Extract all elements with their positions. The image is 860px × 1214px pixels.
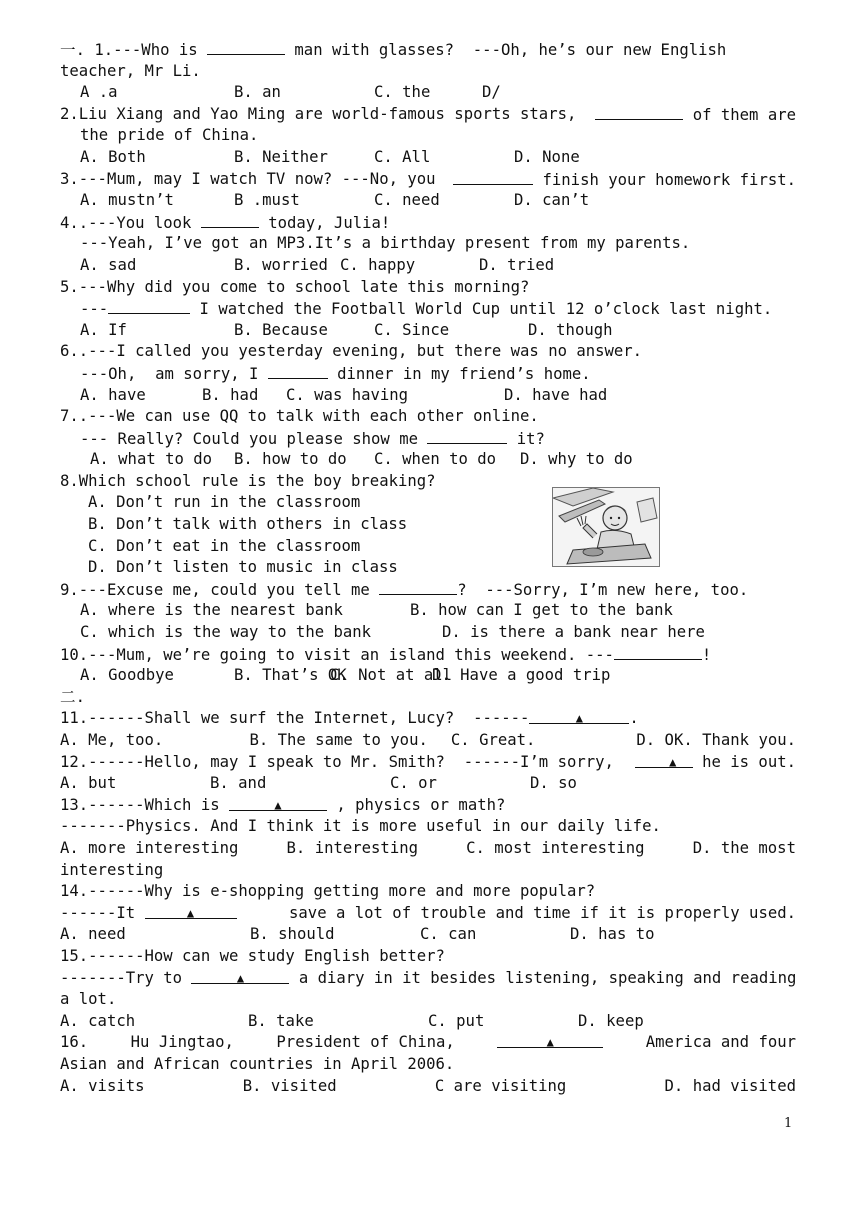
option-b: B. Because	[234, 320, 328, 339]
answer-blank	[497, 1032, 603, 1048]
options-16	[60, 1076, 796, 1098]
triangle-marker-icon: ▲	[236, 970, 245, 985]
option-c: C. Great.	[450, 731, 536, 749]
options-11	[60, 730, 796, 752]
options-12	[60, 773, 796, 795]
option-b: B. how to do	[234, 450, 347, 469]
question-4	[60, 212, 796, 234]
option-a: A. Me, too.	[60, 731, 164, 749]
answer-blank	[379, 579, 457, 595]
question-number: 16.	[60, 1033, 89, 1052]
option-c: C. need	[374, 191, 440, 210]
options-15	[60, 1011, 796, 1033]
option-b: B. interesting	[286, 838, 418, 857]
option-c: C. can	[420, 925, 477, 944]
option-b: B. had	[202, 385, 259, 404]
question-1	[60, 39, 796, 61]
question-9	[60, 579, 796, 601]
question-continuation: Asian and African countries in April 2006.	[60, 1054, 455, 1073]
option-c: C are visiting	[434, 1076, 567, 1095]
question-text: Hu Jingtao,	[130, 1033, 234, 1052]
option-a: A. Don’t run in the classroom	[88, 493, 361, 512]
option-d: D. the most	[692, 838, 796, 857]
triangle-marker-icon: ▲	[186, 905, 195, 920]
question-6: 6..---I called you yesterday evening, but there was no answer.	[60, 342, 643, 361]
question-text: --- Really? Could you please show me	[80, 429, 428, 448]
question-text: , physics or math?	[327, 795, 506, 814]
question-11	[60, 708, 796, 730]
question-15: 15.------How can we study English better?	[60, 946, 445, 965]
question-text	[60, 428, 796, 450]
illustration-drawing	[553, 488, 659, 566]
question-2	[60, 104, 796, 126]
answer-blank	[229, 795, 327, 811]
option-b: B. how can I get to the bank	[410, 601, 673, 620]
question-text: it?	[507, 429, 545, 448]
question-12	[60, 752, 796, 774]
option-c: C. Not at all	[330, 666, 453, 685]
question-text: -------Try to	[60, 968, 192, 987]
question-3	[60, 169, 796, 191]
option-c: C. which is the way to the bank	[80, 623, 372, 642]
answer-blank	[595, 104, 683, 120]
answer-blank	[207, 39, 285, 55]
question-text: ? ---Sorry, I’m new here, too.	[457, 580, 749, 599]
question-continuation: a lot.	[60, 990, 117, 1009]
option-d: D. though	[528, 320, 613, 339]
question-text: !	[701, 645, 712, 664]
option-a: A. need	[60, 925, 126, 944]
section-heading: 二.	[60, 687, 85, 706]
answer-blank	[614, 644, 702, 660]
answer-blank	[529, 708, 629, 724]
option-a: A. visits	[60, 1076, 145, 1095]
option-a: A .a	[80, 83, 118, 102]
answer-blank	[453, 169, 533, 185]
question-text: 9.---Excuse me, could you tell me	[60, 580, 380, 599]
option-a: A. sad	[80, 255, 137, 274]
option-b: B. should	[250, 925, 335, 944]
question-text: of them are	[683, 105, 796, 124]
options-9a	[60, 600, 796, 622]
option-d: D. can’t	[514, 191, 590, 210]
question-5: 5.---Why did you come to school late this morning?	[60, 277, 530, 296]
answer-blank	[635, 752, 693, 768]
answer-blank	[108, 298, 190, 314]
question-16	[60, 1032, 796, 1054]
option-d-wrap: interesting	[60, 860, 164, 879]
triangle-marker-icon: ▲	[669, 754, 677, 769]
option-b: B. That’s OK	[234, 666, 347, 685]
options-14	[60, 924, 796, 946]
options-9b	[60, 622, 796, 644]
triangle-marker-icon: ▲	[575, 711, 584, 726]
triangle-marker-icon: ▲	[274, 797, 282, 812]
option-d: D. had visited	[664, 1076, 796, 1095]
dash-prefix: ---	[80, 300, 109, 319]
question-text	[60, 363, 796, 385]
options-5	[60, 320, 796, 342]
question-text: man with glasses? ---Oh, he’s our new English	[285, 41, 727, 59]
option-a: A. but	[60, 774, 117, 793]
page-number: 1	[784, 1116, 793, 1131]
question-text	[60, 298, 796, 320]
option-b: B. Don’t talk with others in class	[88, 515, 408, 534]
question-text: 一. 1.---Who is	[60, 41, 208, 59]
options-10	[60, 665, 796, 687]
worksheet	[60, 39, 796, 1097]
option-b: B. The same to you.	[249, 731, 428, 749]
option-d: D. Have a good trip	[432, 666, 611, 685]
question-text: today, Julia!	[258, 213, 391, 232]
boy-eating-in-class-illustration	[552, 487, 660, 567]
question-text: .	[629, 709, 639, 728]
option-c: C. most interesting	[466, 838, 645, 857]
question-8: 8.Which school rule is the boy breaking?	[60, 471, 436, 490]
option-a: A. If	[80, 320, 127, 339]
question-continuation: teacher, Mr Li.	[60, 61, 201, 80]
answer-blank	[191, 968, 289, 984]
option-a: A. Both	[80, 147, 146, 166]
question-text: President of China,	[276, 1033, 455, 1052]
option-c: C. when to do	[374, 450, 497, 469]
question-text: 2.Liu Xiang and Yao Ming are world-famous sports stars,	[60, 104, 586, 123]
question-text	[60, 968, 796, 990]
question-text: dinner in my friend’s home.	[327, 364, 591, 383]
options-4	[60, 255, 796, 277]
question-text	[60, 903, 796, 925]
option-c: C. Don’t eat in the classroom	[88, 536, 361, 555]
question-text: finish your homework first.	[533, 170, 796, 189]
question-7: 7..---We can use QQ to talk with each other online.	[60, 407, 539, 426]
options-13	[60, 838, 796, 860]
option-c: C. put	[428, 1011, 485, 1030]
question-text: 4..---You look	[60, 213, 201, 232]
answer-blank	[201, 212, 259, 228]
option-d: D. has to	[570, 925, 655, 944]
option-d: D. tried	[479, 255, 555, 274]
option-b: B. and	[210, 774, 267, 793]
option-b: B .must	[234, 191, 300, 210]
option-a: A. mustn’t	[80, 191, 174, 210]
option-d: D. why to do	[520, 450, 633, 469]
option-b: B. visited	[242, 1076, 337, 1095]
answer-blank	[427, 428, 507, 444]
question-text: he is out.	[692, 752, 796, 771]
option-c: C. the	[374, 83, 431, 102]
option-c: C. happy	[340, 255, 416, 274]
question-13	[60, 795, 796, 817]
question-10	[60, 644, 796, 666]
question-text: 11.------Shall we surf the Internet, Lucy? ------	[60, 709, 530, 728]
options-6	[60, 385, 796, 407]
option-b: B. take	[248, 1011, 314, 1030]
question-text: save a lot of trouble and time if it is properly used.	[279, 903, 796, 922]
option-d: D. OK. Thank you.	[636, 731, 796, 749]
options-3	[60, 190, 796, 212]
option-a: A. where is the nearest bank	[80, 601, 343, 620]
question-continuation: ---Yeah, I’ve got an MP3.It’s a birthday present from my parents.	[80, 234, 691, 253]
question-text: I watched the Football World Cup until 12 o’clock last night.	[190, 300, 773, 319]
option-b: B. Neither	[234, 147, 328, 166]
question-continuation: -------Physics. And I think it is more useful in our daily life.	[60, 817, 661, 836]
question-text: 12.------Hello, may I speak to Mr. Smith? ------I’m sorry,	[60, 752, 624, 771]
option-a: A. more interesting	[60, 838, 239, 857]
option-c: C. Since	[374, 320, 450, 339]
question-text: America and four	[645, 1033, 796, 1052]
option-d: D. Don’t listen to music in class	[88, 558, 398, 577]
option-d: D. so	[530, 774, 577, 793]
question-text: 10.---Mum, we’re going to visit an island this weekend. ---	[60, 645, 614, 664]
options-2	[60, 147, 796, 169]
option-d: D. keep	[578, 1011, 644, 1030]
triangle-marker-icon: ▲	[546, 1035, 554, 1050]
option-a: A. Goodbye	[80, 666, 174, 685]
option-b: B. worried	[234, 255, 328, 274]
option-d: D/	[482, 83, 501, 102]
question-text: a diary in it besides listening, speaking and reading	[289, 968, 797, 987]
options-7	[60, 449, 796, 471]
option-d: D. is there a bank near here	[442, 623, 705, 642]
options-1	[60, 82, 796, 104]
option-a: A. have	[80, 385, 146, 404]
question-14: 14.------Why is e-shopping getting more and more popular?	[60, 882, 596, 901]
option-a: A. catch	[60, 1011, 136, 1030]
answer-blank	[268, 363, 328, 379]
question-text: ---Oh, am sorry, I	[80, 364, 268, 383]
option-d: D. have had	[504, 385, 608, 404]
option-a: A. what to do	[90, 450, 213, 469]
question-continuation: the pride of China.	[80, 126, 259, 145]
option-c: C. or	[390, 774, 437, 793]
question-text: 13.------Which is	[60, 795, 229, 814]
question-text: 3.---Mum, may I watch TV now? ---No, you	[60, 169, 445, 188]
option-d: D. None	[514, 147, 580, 166]
question-text: ------It	[60, 903, 145, 922]
option-c: C. was having	[286, 385, 409, 404]
option-c: C. All	[374, 147, 431, 166]
answer-blank	[145, 903, 237, 919]
option-b: B. an	[234, 83, 281, 102]
